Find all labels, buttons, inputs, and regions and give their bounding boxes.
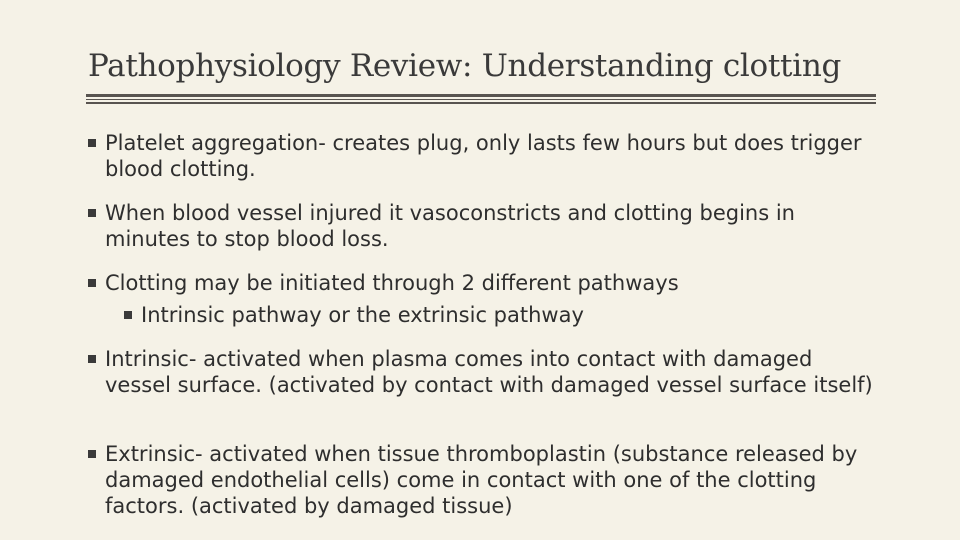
bullet-marker-icon — [88, 279, 96, 287]
sub-bullet-marker-icon — [124, 311, 132, 319]
title-divider-top — [86, 94, 876, 97]
bullet-text: Platelet aggregation- creates plug, only lasts few hours but does trigger blood clotting. — [105, 131, 862, 181]
bullet-item — [88, 346, 878, 398]
bullet-marker-icon — [88, 139, 96, 147]
bullet-item — [88, 130, 878, 182]
sub-bullet-text: Intrinsic pathway or the extrinsic pathway — [141, 303, 584, 327]
slide-title: Pathophysiology Review: Understanding clotting — [88, 48, 842, 84]
bullet-marker-icon — [88, 450, 96, 458]
bullet-text: When blood vessel injured it vasoconstricts and clotting begins in minutes to stop blood loss. — [105, 201, 795, 251]
bullet-text: Extrinsic- activated when tissue thromboplastin (substance released by damaged endothelial cells) come in contact with one of the clotting factors. (activated by damaged tissue) — [105, 442, 858, 518]
bullet-item — [88, 200, 878, 252]
title-divider-middle — [86, 99, 876, 100]
title-divider-bottom — [86, 102, 876, 104]
bullet-text: Intrinsic- activated when plasma comes into contact with damaged vessel surface. (activated by contact with damaged vessel surface itself) — [105, 347, 873, 397]
sub-bullet-item — [88, 302, 878, 328]
bullet-text: Clotting may be initiated through 2 different pathways — [105, 271, 679, 295]
bullet-item — [88, 441, 878, 519]
bullet-marker-icon — [88, 355, 96, 363]
bullet-marker-icon — [88, 209, 96, 217]
bullet-item — [88, 270, 878, 296]
